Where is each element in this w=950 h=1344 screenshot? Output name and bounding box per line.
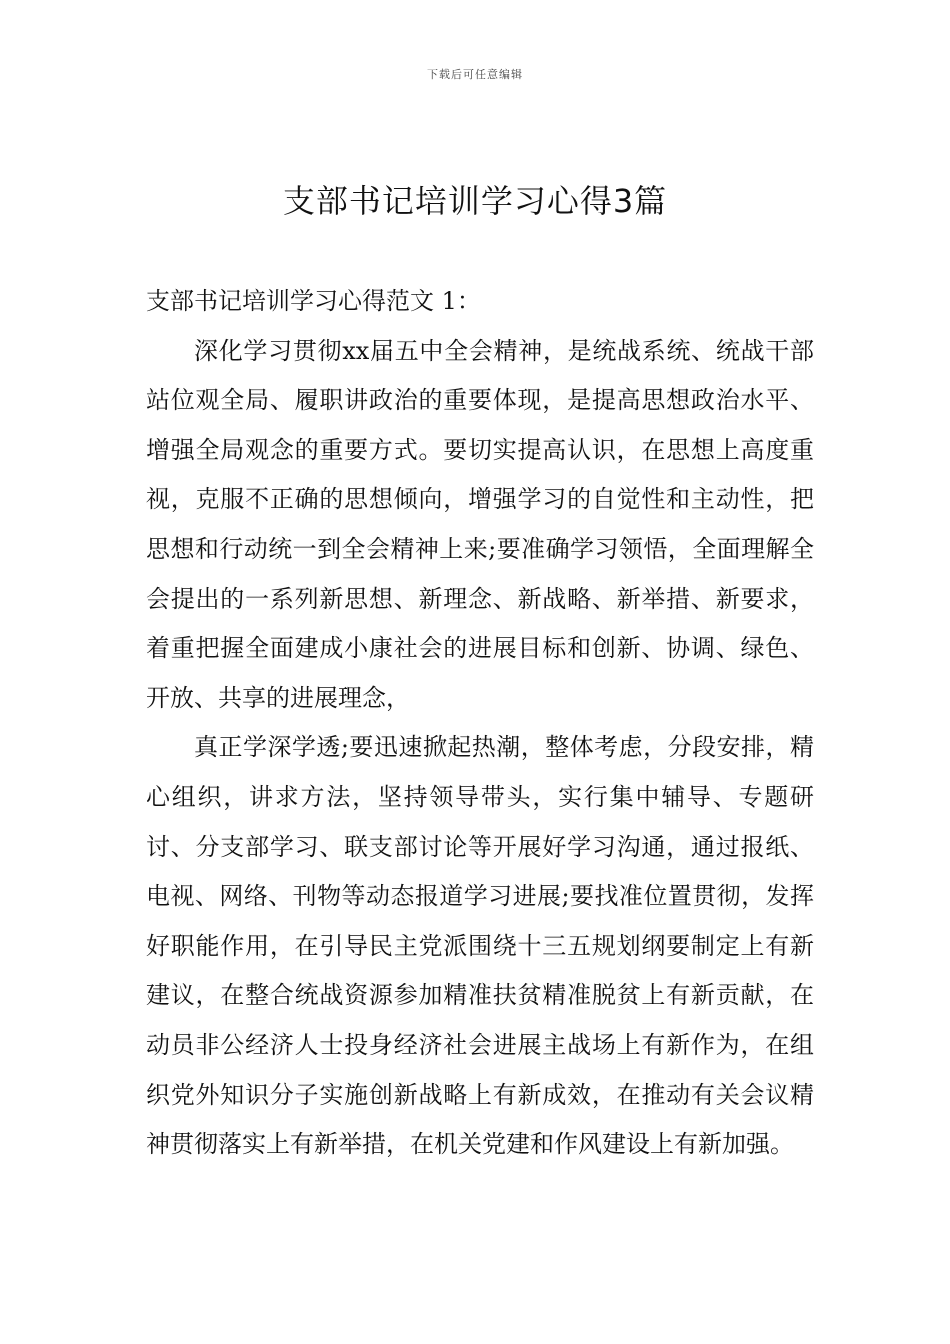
- body-paragraph-1: 深化学习贯彻xx届五中全会精神，是统战系统、统战干部站位观全局、履职讲政治的重要体现，是提高思想政治水平、增强全局观念的重要方式。要切实提高认识，在思想上高度重视，克服不正确的思想倾向，增强学习的自觉性和主动性，把思想和行动统一到全会精神上来;要准确学习领悟，全面理解全会提出的一系列新思想、新理念、新战略、新举措、新要求，着重把握全面建成小康社会的进展目标和创新、协调、绿色、开放、共享的进展理念，: [146, 336, 814, 712]
- header-note: 下载后可任意编辑: [427, 68, 523, 81]
- document-body: [146, 277, 814, 1170]
- section-heading: 支部书记培训学习心得范文 1：: [146, 287, 481, 315]
- document-title: 支部书记培训学习心得3篇: [282, 182, 668, 220]
- body-paragraph-2: 真正学深学透;要迅速掀起热潮，整体考虑，分段安排，精心组织，讲求方法，坚持领导带头，实行集中辅导、专题研讨、分支部学习、联支部讨论等开展好学习沟通，通过报纸、电视、网络、刊物等动态报道学习进展;要找准位置贯彻，发挥好职能作用，在引导民主党派围绕十三五规划纲要制定上有新建议，在整合统战资源参加精准扶贫精准脱贫上有新贡献，在动员非公经济人士投身经济社会进展主战场上有新作为，在组织党外知识分子实施创新战略上有新成效，在推动有关会议精神贯彻落实上有新举措，在机关党建和作风建设上有新加强。: [146, 733, 814, 1159]
